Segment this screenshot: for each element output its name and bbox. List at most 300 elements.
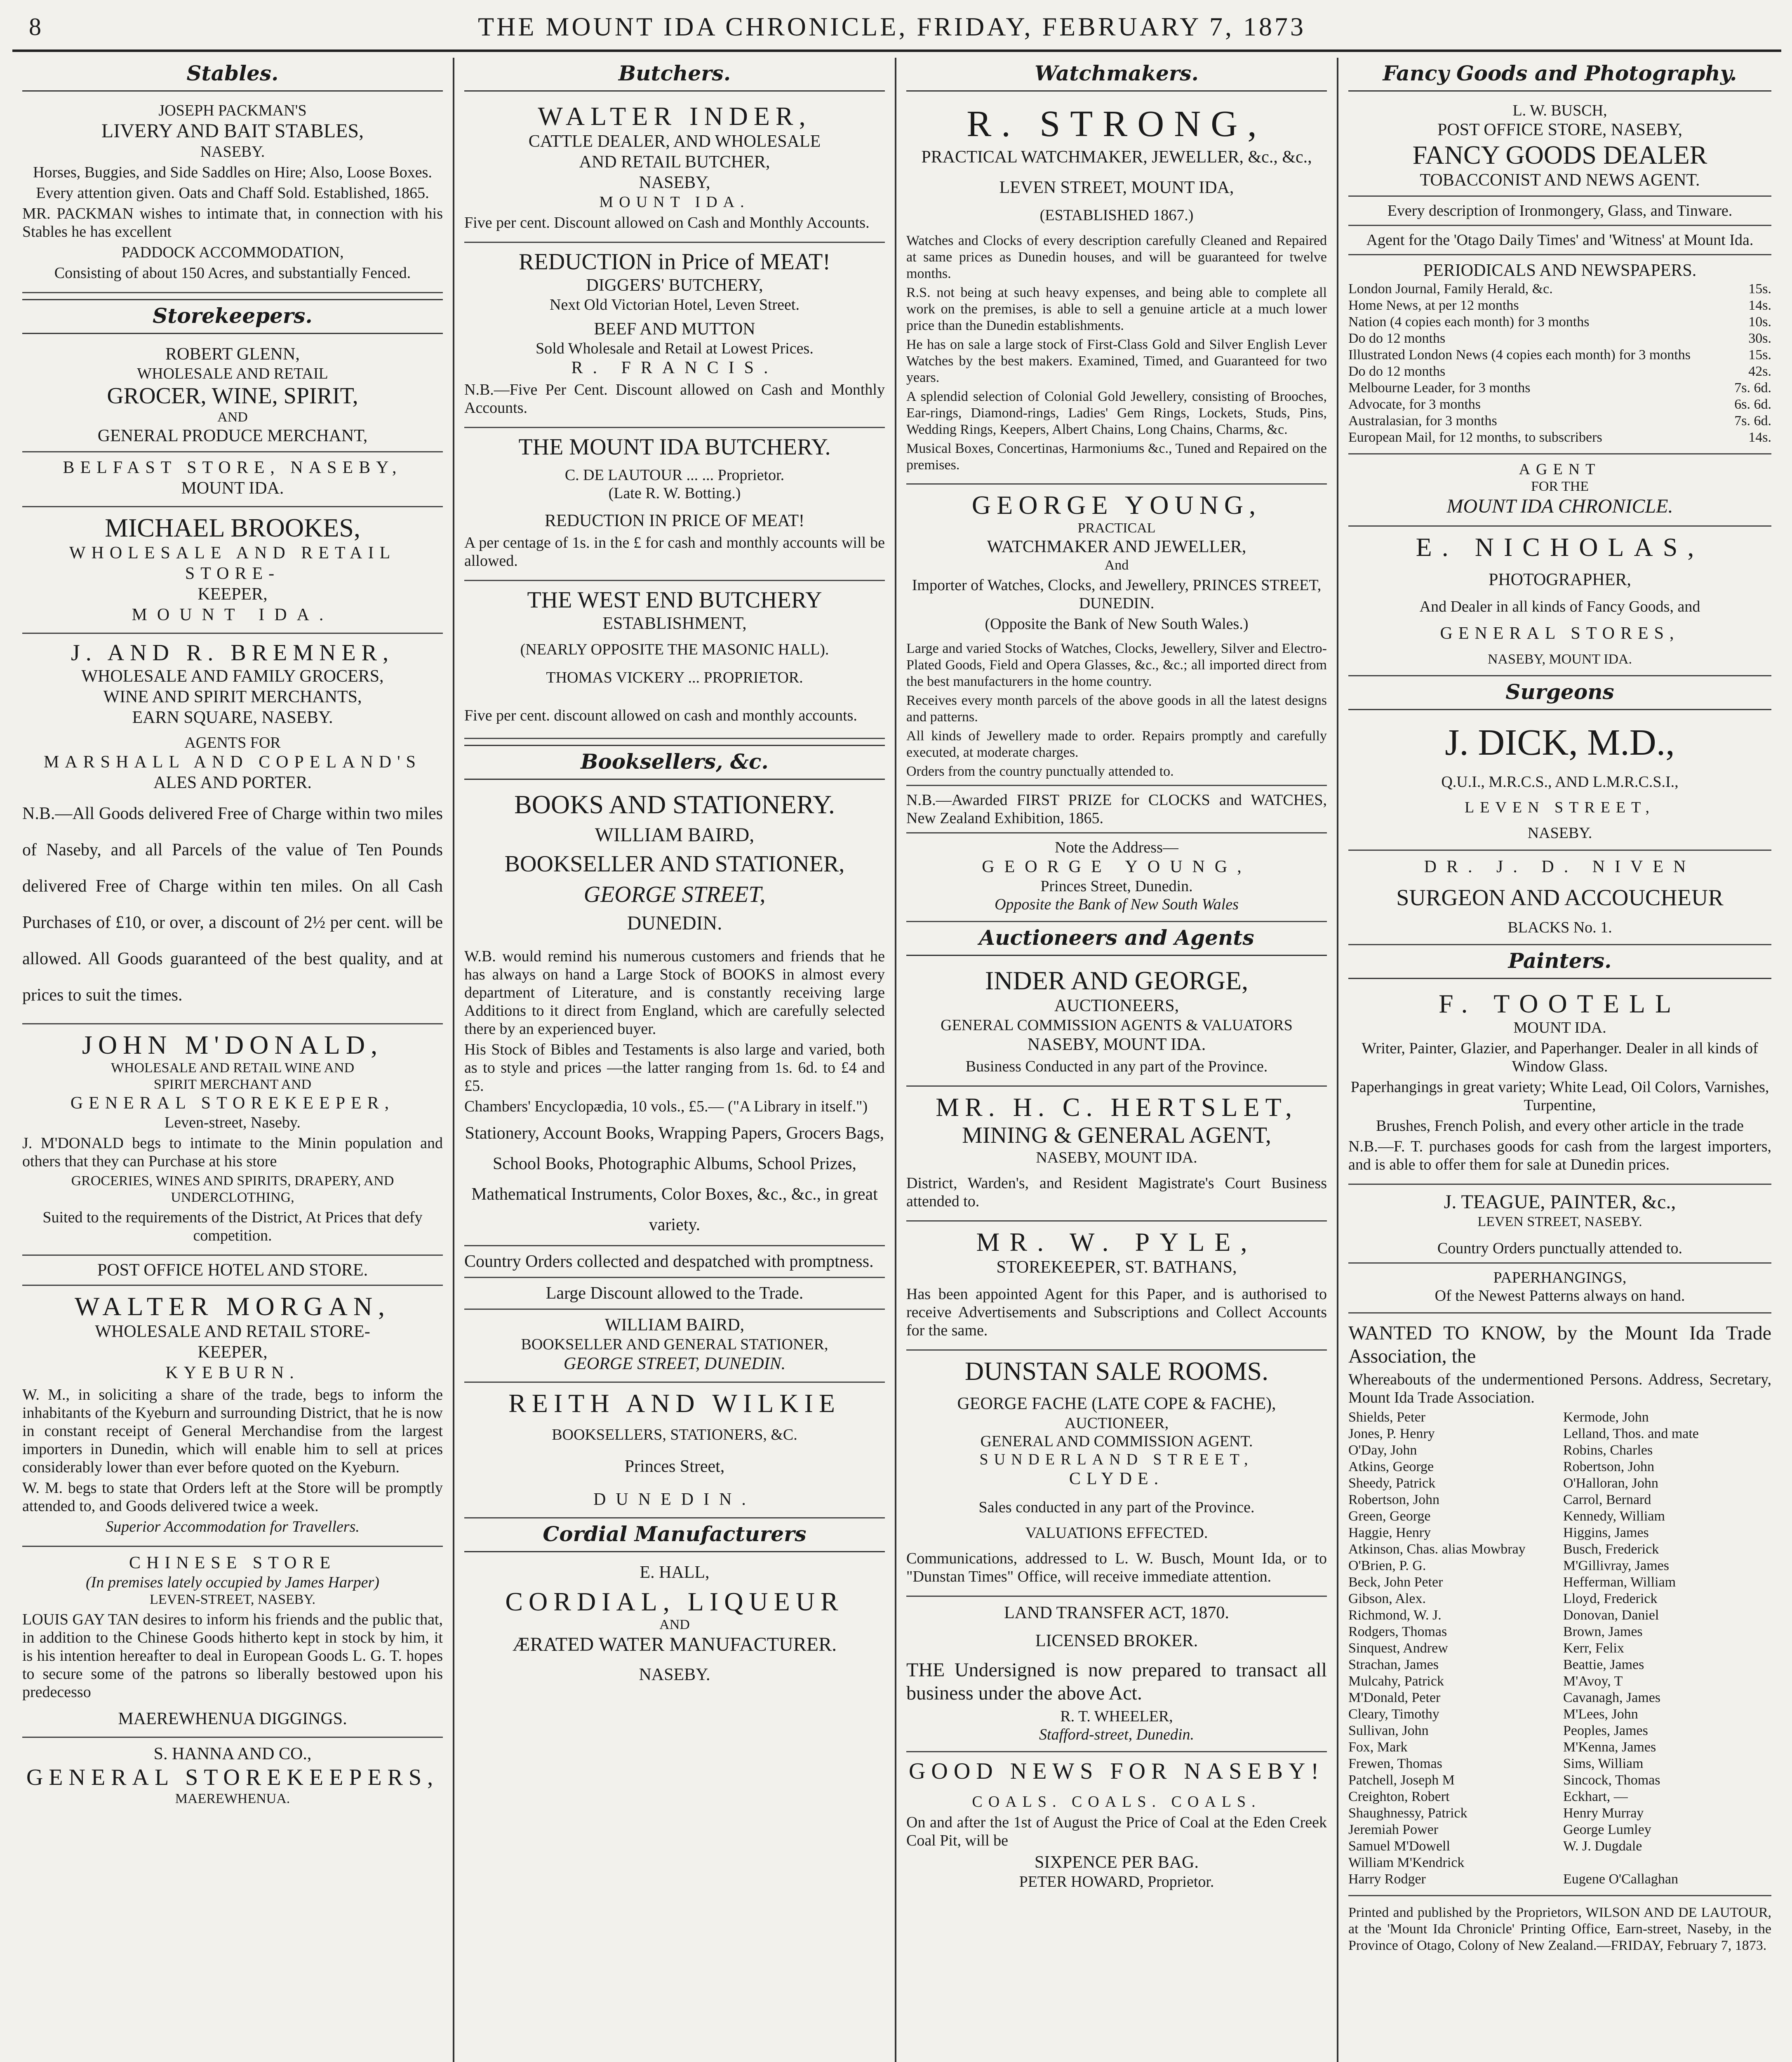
young-text: (Opposite the Bank of New South Wales.) [985,615,1249,633]
teague-text: PAPERHANGINGS, [1493,1269,1627,1286]
strong-text: PRACTICAL WATCHMAKER, JEWELLER, &c., &c., [921,148,1312,167]
glenn-name: ROBERT GLENN, [165,345,300,364]
chinese-text: CHINESE STORE [129,1554,336,1572]
mib-text: (Late R. W. Botting.) [608,485,741,502]
periodical-row [1348,429,1771,446]
ig-text: GENERAL COMMISSION AGENTS & VALUATORS [941,1017,1293,1034]
section-auctioneers: Auctioneers and Agents [906,922,1327,956]
good-text: COALS. COALS. COALS. [972,1793,1261,1810]
periodicals-list [1348,281,1771,446]
glenn-text: WHOLESALE AND RETAIL [137,365,328,382]
mib-text: C. DE LAUTOUR ... ... Proprietor. [564,466,785,484]
ad-hall [464,1556,885,1692]
strong-text: R.S. not being at such heavy expenses, and being able to complete all work on the premises, is able to sell a genuine article at a much lower price than the Dunedin establishments. [906,285,1327,333]
periodical-price: 15s. [1748,347,1771,362]
columns [12,58,1781,2062]
hall-head: CORDIAL, LIQUEUR [505,1587,844,1616]
periodical-name: Illustrated London News (4 copies each month) for 3 months [1348,347,1691,362]
nicholas-text: NASEBY, MOUNT IDA. [1487,652,1632,667]
wanted-name: Sinquest, Andrew [1348,1641,1448,1656]
ad-glenn [22,338,443,507]
land-text: Stafford-street, Dunedin. [1039,1726,1195,1743]
glenn-text: MOUNT IDA. [181,479,284,498]
dunstan-text: Communications, addressed to L. W. Busch, Mount Ida, or to "Dunstan Times" Office, will receive immediate attention. [906,1550,1327,1585]
wanted-name: Lelland, Thos. and mate [1563,1426,1699,1441]
brookes-text: MOUNT IDA. [132,605,334,624]
dunstan-text: SUNDERLAND STREET, [979,1451,1254,1468]
young-text: PRACTICAL [1077,520,1156,536]
wanted-name: George Lumley [1563,1822,1651,1837]
good-text: On and after the 1st of August the Price of Coal at the Eden Creek Coal Pit, will be [906,1814,1327,1849]
west-text: THOMAS VICKERY ... PROPRIETOR. [546,669,803,686]
ad-tootell [1348,983,1771,1185]
brookes-name: MICHAEL BROOKES, [105,513,360,542]
wanted-name: Henry Murray [1563,1805,1644,1821]
ad-young [906,485,1327,922]
west-head: THE WEST END BUTCHERY [527,587,822,613]
mib-text: A per centage of 1s. in the £ for cash and monthly accounts will be allowed. [464,534,885,570]
packman-text: PADDOCK ACCOMMODATION, [121,244,344,261]
ad-dunstan [906,1351,1327,1597]
dunstan-text: Sales conducted in any part of the Province. [978,1499,1255,1516]
hertslet-text: MINING & GENERAL AGENT, [962,1123,1271,1148]
wanted-name: Kermode, John [1563,1410,1649,1425]
wanted-name: O'Brien, P. G. [1348,1558,1426,1573]
section-booksellers: Booksellers, &c. [464,745,885,780]
wanted-name: Creighton, Robert [1348,1789,1450,1804]
periodical-price: 7s. 6d. [1734,380,1771,395]
baird-head: BOOKS AND STATIONERY. [514,790,835,819]
teague-head: J. TEAGUE, PAINTER, &c., [1444,1191,1676,1213]
wanted-name: M'Kenna, James [1563,1740,1656,1755]
young-head: GEORGE YOUNG, [971,490,1262,520]
wanted-name: Donovan, Daniel [1563,1608,1659,1623]
wanted-name: M'Lees, John [1563,1707,1638,1722]
section-watchmakers: Watchmakers. [906,58,1327,92]
ad-reith-wilkie [464,1383,885,1518]
ad-mount-ida-butchery [464,428,885,581]
tootell-text: Writer, Painter, Glazier, and Paperhanger. Dealer in all kinds of Window Glass. [1362,1040,1758,1075]
periodical-price: 42s. [1748,364,1771,379]
good-text: PETER HOWARD, Proprietor. [1019,1873,1214,1890]
mdonald-text: SPIRIT MERCHANT AND [153,1077,312,1092]
busch-head: FANCY GOODS DEALER [1412,140,1707,169]
baird-text: WILLIAM BAIRD, [595,824,755,846]
ad-bremner [22,634,443,1024]
young-text: All kinds of Jewellery made to order. Repairs promptly and carefully executed, at moderate charges. [906,728,1327,760]
baird-text: BOOKSELLER AND GENERAL STATIONER, [521,1336,828,1353]
po-hotel: POST OFFICE HOTEL AND STORE. [22,1256,443,1286]
inder-text: MOUNT IDA. [599,193,750,211]
wanted-names-left [1348,1409,1557,1888]
baird-text: Chambers' Encyclopædia, 10 vols., £5.— ("A Library in itself.") [464,1098,868,1115]
strong-text: Watches and Clocks of every description carefully Cleaned and Repaired at same prices as Dunedin houses, and will be guaranteed for twelve months. [906,233,1327,281]
nicholas-head: E. NICHOLAS, [1416,532,1704,562]
periodical-row [1348,330,1771,347]
strong-text: LEVEN STREET, MOUNT IDA, [999,178,1234,197]
column-4 [1338,58,1781,2062]
wanted-name: Sheedy, Patrick [1348,1476,1436,1491]
periodical-name: Home News, at per 12 months [1348,298,1519,313]
ad-inder-george [906,960,1327,1087]
bremner-text: ALES AND PORTER. [153,773,312,792]
ig-head: INDER AND GEORGE, [985,966,1249,995]
good-head: GOOD NEWS FOR NASEBY! [908,1758,1325,1784]
packman-text: MR. PACKMAN wishes to intimate that, in connection with his Stables he has excellent [22,205,443,240]
periodical-row [1348,363,1771,380]
agent-text: MOUNT IDA CHRONICLE. [1446,495,1673,517]
diggers-text: Sold Wholesale and Retail at Lowest Prices. [536,340,814,357]
periodical-row [1348,347,1771,363]
bremner-name: J. AND R. BREMNER, [71,640,395,666]
dunstan-text: AUCTIONEER, [1064,1415,1169,1432]
inder-text: NASEBY, [639,173,710,192]
wanted-name: Sullivan, John [1348,1723,1429,1738]
wanted-name: Frewen, Thomas [1348,1756,1442,1771]
periodical-price: 15s. [1748,281,1771,297]
morgan-text: W. M. begs to state that Orders left at the Store will be promptly attended to, and Goods delivered twice a week. [22,1479,443,1515]
mdonald-text: WHOLESALE AND RETAIL WINE AND [111,1060,355,1076]
dick-head: J. DICK, M.D., [1445,722,1675,763]
diggers-head: REDUCTION in Price of MEAT! [519,249,830,275]
wanted-name: Rodgers, Thomas [1348,1624,1447,1639]
mdonald-text: Suited to the requirements of the District, At Prices that defy competition. [42,1209,423,1244]
wanted-name: Atkins, George [1348,1459,1434,1474]
periodical-row [1348,297,1771,314]
section-butchers: Butchers. [464,58,885,92]
periodical-price: 14s. [1748,430,1771,445]
hertslet-head: MR. H. C. HERTSLET, [936,1092,1298,1122]
diggers-text: N.B.—Five Per Cent. Discount allowed on Cash and Monthly Accounts. [464,381,885,417]
periodical-name: Melbourne Leader, for 3 months [1348,380,1531,395]
bremner-text: AGENTS FOR [184,734,281,751]
wanted-name: Eugene O'Callaghan [1563,1871,1678,1887]
busch-text: POST OFFICE STORE, NASEBY, [1437,120,1682,139]
chinese-text: LEVEN-STREET, NASEBY. [149,1592,315,1607]
reith-head: REITH AND WILKIE [508,1389,841,1418]
strong-text: He has on sale a large stock of First-Class Gold and Silver English Lever Watches by the best makers. Examined, Timed, and Guaranteed for two years. [906,337,1327,385]
agent-text: AGENT [1519,461,1601,478]
tootell-text: Paperhangings in great variety; White Lead, Oil Colors, Varnishes, Turpentine, [1350,1078,1769,1114]
wanted-name: O'Day, John [1348,1443,1417,1458]
bremner-text: WINE AND SPIRIT MERCHANTS, [103,687,362,706]
young-text: Orders from the country punctually attended to. [906,764,1174,779]
periodical-price: 10s. [1748,314,1771,330]
hall-text: E. HALL, [640,1563,710,1582]
young-text: GEORGE YOUNG, [982,857,1251,876]
periodical-name: London Journal, Family Herald, &c. [1348,281,1553,297]
diggers-text: BEEF AND MUTTON [594,320,755,339]
masthead [12,4,1781,52]
tootell-text: N.B.—F. T. purchases goods for cash from the largest importers, and is able to offer them for sale at Dunedin prices. [1348,1138,1771,1173]
busch-text: Agent for the 'Otago Daily Times' and 'Witness' at Mount Ida. [1366,231,1754,249]
ad-strong [906,96,1327,485]
teague-text: Country Orders punctually attended to. [1437,1240,1683,1257]
glenn-text: AND [217,410,248,425]
ad-diggers-butchery [464,243,885,428]
wanted-name: Eckhart, — [1563,1789,1628,1804]
baird-text: Large Discount allowed to the Trade. [546,1284,804,1303]
strong-text: Musical Boxes, Concertinas, Harmoniums &c., Tuned and Repaired on the premises. [906,441,1327,473]
hall-text: AND [659,1617,690,1632]
page-number: 8 [29,13,44,40]
bremner-text: EARN SQUARE, NASEBY. [132,708,333,727]
wanted-name: M'Donald, Peter [1348,1690,1441,1705]
column-1 [12,58,454,2062]
dick-text: NASEBY. [1527,824,1592,842]
periodical-name: Do do 12 months [1348,331,1446,346]
baird-text: DUNEDIN. [627,912,722,934]
wanted-name: Patchell, Joseph M [1348,1772,1455,1788]
land-text: THE Undersigned is now prepared to transact all business under the above Act. [906,1659,1327,1704]
ad-teague [1348,1185,1771,1313]
wanted-name: Samuel M'Dowell [1348,1838,1450,1854]
young-text: Note the Address— [1055,839,1178,856]
wanted-name: William M'Kendrick [1348,1855,1465,1870]
ig-text: Business Conducted in any part of the Province. [965,1058,1268,1075]
mdonald-text: GROCERIES, WINES AND SPIRITS, DRAPERY, AND UNDERCLOTHING, [71,1173,394,1205]
strong-text: A splendid selection of Colonial Gold Jewellery, consisting of Brooches, Ear-rings, Diamond-rings, Ladies' Gem Rings, Lockets, Studs, Pins, Wedding Rings, Keepers, Albert Chains, Long Chains, Charms, &c. [906,389,1327,437]
hertslet-text: District, Warden's, and Resident Magistrate's Court Business attended to. [906,1175,1327,1210]
bremner-text: MARSHALL AND COPELAND'S [43,753,422,772]
mdonald-text: GENERAL STOREKEEPER, [70,1094,395,1113]
wanted-name [1563,1855,1771,1871]
wanted-name: Robertson, John [1348,1492,1439,1507]
reith-text: Princes Street, [624,1457,725,1476]
wanted-name: Beck, John Peter [1348,1575,1443,1590]
pyle-head: MR. W. PYLE, [976,1227,1257,1257]
mdonald-text: Leven-street, Naseby. [165,1114,301,1131]
wanted-name: Harry Rodger [1348,1871,1426,1887]
nicholas-text: PHOTOGRAPHER, [1489,570,1631,589]
brookes-text: KEEPER, [198,585,268,604]
young-text: Receives every month parcels of the above goods in all the latest designs and patterns. [906,693,1327,725]
wanted-name: Atkinson, Chas. alias Mowbray [1348,1542,1526,1557]
section-painters: Painters. [1348,945,1771,979]
land-text: R. T. WHEELER, [1060,1708,1173,1725]
dick-text: Q.U.I., M.R.C.S., AND L.M.R.C.S.I., [1441,773,1679,791]
periodical-row [1348,396,1771,413]
ad-pyle [906,1222,1327,1351]
wanted-name: Jeremiah Power [1348,1822,1439,1837]
ad-land-transfer [906,1597,1327,1752]
section-cordial: Cordial Manufacturers [464,1518,885,1552]
wanted-name: Robertson, John [1563,1459,1654,1474]
page-title: THE MOUNT IDA CHRONICLE, FRIDAY, FEBRUARY 7, 1873 [478,12,1306,41]
chinese-text: (In premises lately occupied by James Harper) [86,1574,379,1591]
packman-text: Every attention given. Oats and Chaff Sold. Established, 1865. [36,184,429,202]
column-2 [454,58,896,2062]
periodical-price: 30s. [1748,331,1771,346]
wanted-name: M'Gillivray, James [1563,1558,1669,1573]
agent-text: FOR THE [1531,479,1589,494]
ad-good-news [906,1752,1327,1898]
wanted-name: Shields, Peter [1348,1410,1425,1425]
mdonald-text: J. M'DONALD begs to intimate to the Minin population and others that they can Purchase at his store [22,1135,443,1170]
bremner-text: WHOLESALE AND FAMILY GROCERS, [81,667,384,686]
glenn-text: BELFAST STORE, NASEBY, [63,458,402,477]
baird-text: BOOKSELLER AND STATIONER, [504,851,845,877]
wanted-name: Robins, Charles [1563,1443,1653,1458]
ad-hanna [22,1738,443,1815]
wanted-name: Kennedy, William [1563,1509,1665,1524]
inder-text: Five per cent. Discount allowed on Cash and Monthly Accounts. [464,214,870,231]
maerewhenua: MAEREWHENUA DIGGINGS. [118,1709,347,1728]
wanted-name: Gibson, Alex. [1348,1591,1426,1606]
wanted-name: Shaughnessy, Patrick [1348,1805,1467,1821]
ad-west-end-butchery [464,581,885,739]
section-surgeons: Surgeons [1348,676,1771,710]
wanted-names-right [1563,1409,1771,1888]
inder-text: AND RETAIL BUTCHER, [579,153,770,172]
periodical-row [1348,281,1771,297]
periodical-name: Advocate, for 3 months [1348,397,1481,412]
ad-printed [1348,1896,1771,1964]
strong-text: (ESTABLISHED 1867.) [1039,207,1194,224]
glenn-text: GENERAL PRODUCE MERCHANT, [97,426,368,445]
chinese-text: LOUIS GAY TAN desires to inform his friends and the public that, in addition to the Chinese Goods hitherto kept in stock by him, it is his intention hereafter to deal in European Goods L. G. T. hopes to secure some of the patrons so liberally bestowed upon his predecesso [22,1611,443,1701]
land-text: LAND TRANSFER ACT, 1870. [1004,1603,1229,1622]
dunstan-text: GEORGE FACHE (LATE COPE & FACHE), [957,1394,1276,1413]
baird-text: W.B. would remind his numerous customers and friends that he has always on hand a Large Stock of BOOKS in almost every department of Literature, and is constantly receiving large Additions to it direct from England, which are carefully selected there by an experienced buyer. [464,948,885,1038]
periodical-name: Do do 12 months [1348,364,1446,379]
ad-wanted [1348,1313,1771,1896]
periodical-row [1348,413,1771,429]
ad-packman [22,96,443,293]
hanna-text: S. HANNA AND CO., [153,1744,312,1763]
wanted-name: Higgins, James [1563,1525,1649,1540]
reith-text: DUNEDIN. [593,1490,756,1509]
packman-head: LIVERY AND BAIT STABLES, [101,120,364,142]
baird-text: GEORGE STREET, DUNEDIN. [563,1354,786,1373]
diggers-text: DIGGERS' BUTCHERY, [586,276,763,295]
wanted-name: Lloyd, Frederick [1563,1591,1658,1606]
dick-text: LEVEN STREET, [1464,799,1656,816]
wanted-text: Whereabouts of the undermentioned Persons. Address, Secretary, Mount Ida Trade Association. [1348,1371,1771,1406]
newspaper-page [12,4,1781,2062]
periodical-price: 6s. 6d. [1734,397,1771,412]
inder-text: CATTLE DEALER, AND WHOLESALE [528,132,821,151]
mib-head: THE MOUNT IDA BUTCHERY. [518,434,831,460]
young-text: Large and varied Stocks of Watches, Clocks, Jewellery, Silver and Electro-Plated Goods, Field and Opera Glasses, &c., &c.; all imported direct from the best manufacturers in the home country. [906,641,1327,689]
periodical-row [1348,380,1771,396]
periodical-price: 14s. [1748,298,1771,313]
wanted-names [1348,1409,1771,1888]
wanted-name: Fox, Mark [1348,1740,1408,1755]
periodicals-head: PERIODICALS AND NEWSPAPERS. [1423,261,1697,280]
niven-head: DR. J. D. NIVEN [1424,857,1696,876]
niven-text: SURGEON AND ACCOUCHEUR [1396,885,1724,911]
packman-name: JOSEPH PACKMAN'S [158,102,307,119]
baird-text: WILLIAM BAIRD, [604,1316,745,1335]
strong-head: R. STRONG, [967,104,1267,144]
packman-place: NASEBY. [200,143,265,160]
morgan-name: WALTER MORGAN, [74,1292,391,1321]
wanted-name: Mulcahy, Patrick [1348,1674,1444,1689]
tootell-text: MOUNT IDA. [1513,1019,1606,1036]
ad-chinese-store [22,1547,443,1738]
packman-text: Consisting of about 150 Acres, and substantially Fenced. [54,264,411,282]
wanted-name: Brown, James [1563,1624,1643,1639]
baird-text: His Stock of Bibles and Testaments is also large and varied, both as to style and prices —the latter ranging from 1s. 6d. to £4 and £5. [464,1041,885,1095]
reith-text: BOOKSELLERS, STATIONERS, &C. [552,1426,797,1443]
baird-text: Country Orders collected and despatched with promptness. [464,1252,874,1271]
wanted-name: Sincock, Thomas [1563,1772,1660,1788]
wanted-name: Busch, Frederick [1563,1542,1659,1557]
ad-nicholas [1348,527,1771,676]
morgan-text: WHOLESALE AND RETAIL STORE- [95,1322,370,1341]
young-text: And [1104,558,1129,573]
wanted-name: W. J. Dugdale [1563,1838,1642,1854]
young-text: Importer of Watches, Clocks, and Jewellery, PRINCES STREET, DUNEDIN. [912,577,1322,612]
wanted-name: M'Avoy, T [1563,1674,1623,1689]
periodical-name: Nation (4 copies each month) for 3 months [1348,314,1590,330]
dunstan-text: CLYDE. [1069,1469,1164,1488]
wanted-name: Kerr, Felix [1563,1641,1624,1656]
ad-dick [1348,714,1771,851]
hall-text: ÆRATED WATER MANUFACTURER. [512,1634,837,1655]
baird-text: GEORGE STREET, [583,882,766,907]
wanted-name: O'Halloran, John [1563,1476,1658,1491]
mib-text: REDUCTION IN PRICE OF MEAT! [545,511,804,530]
section-stables: Stables. [22,58,443,92]
wanted-name: Sims, William [1563,1756,1644,1771]
periodical-name: European Mail, for 12 months, to subscribers [1348,430,1602,445]
dunstan-text: GENERAL AND COMMISSION AGENT. [980,1433,1253,1450]
mdonald-name: JOHN M'DONALD, [82,1030,383,1059]
young-text: Princes Street, Dunedin. [1040,878,1193,895]
wanted-name: Hefferman, William [1563,1575,1676,1590]
morgan-text: KYEBURN. [165,1363,300,1382]
tootell-text: Brushes, French Polish, and every other article in the trade [1376,1117,1744,1135]
periodical-price: 7s. 6d. [1734,413,1771,428]
wanted-name: Haggie, Henry [1348,1525,1431,1540]
busch-text: Every description of Ironmongery, Glass, and Tinware. [1387,202,1733,219]
west-text: Five per cent. discount allowed on cash and monthly accounts. [464,707,857,724]
wanted-name: Strachan, James [1348,1657,1439,1672]
hanna-text: MAEREWHENUA. [175,1791,290,1806]
morgan-text: KEEPER, [198,1343,268,1362]
wanted-name: Cleary, Timothy [1348,1707,1439,1722]
ad-agent [1348,454,1771,527]
inder-name: WALTER INDER, [538,101,811,131]
ad-inder [464,96,885,243]
ig-text: NASEBY, MOUNT IDA. [1027,1035,1206,1054]
land-text: LICENSED BROKER. [1035,1631,1198,1650]
ad-brookes [22,507,443,634]
good-text: SIXPENCE PER BAG. [1035,1853,1199,1872]
diggers-text: R. FRANCIS. [571,358,778,377]
ad-mdonald [22,1024,443,1256]
west-text: (NEARLY OPPOSITE THE MASONIC HALL). [520,641,829,658]
periodical-row [1348,314,1771,330]
hall-text: NASEBY. [639,1665,710,1684]
wanted-name: Beattie, James [1563,1657,1644,1672]
wanted-name: Jones, P. Henry [1348,1426,1435,1441]
morgan-text: Superior Accommodation for Travellers. [106,1518,360,1535]
young-text: Opposite the Bank of New South Wales [995,896,1239,913]
column-3 [896,58,1338,2062]
busch-text: L. W. BUSCH, [1512,102,1607,119]
morgan-text: W. M., in soliciting a share of the trade, begs to inform the inhabitants of the Kyeburn and surrounding District, that he is now in constant receipt of General Merchandise from the largest importers in Dunedin, which will enable him to sell at prices considerably lower than ever before quoted on the Kyeburn. [22,1386,443,1476]
wanted-name: Carrol, Bernard [1563,1492,1651,1507]
packman-text: Horses, Buggies, and Side Saddles on Hire; Also, Loose Boxes. [33,164,432,181]
hanna-text: GENERAL STOREKEEPERS, [26,1765,439,1790]
ad-hertslet [906,1087,1327,1222]
printed-notice: Printed and published by the Proprietors, WILSON AND DE LAUTOUR, at the 'Mount Ida Chronicle' Printing Office, Earn-street, Naseby, in the Province of Otago, Colony of New Zealand.—FRIDAY, February 7, 1873. [1348,1905,1771,1953]
hertslet-text: NASEBY, MOUNT IDA. [1036,1149,1197,1166]
tootell-head: F. TOOTELL [1438,989,1681,1018]
